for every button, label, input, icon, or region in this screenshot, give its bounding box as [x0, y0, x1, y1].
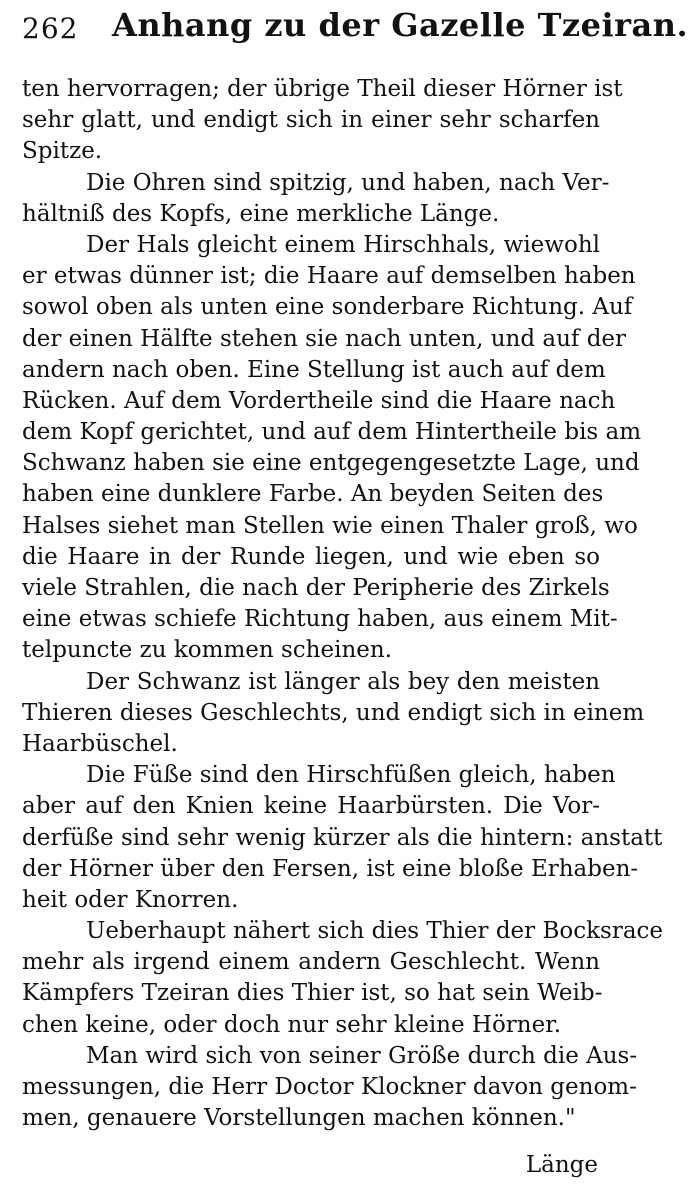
text-line: Der Hals gleicht einem Hirschhals, wiewohl	[86, 231, 600, 258]
running-title: Anhang zu der Gazelle Tzeiran.	[112, 6, 688, 44]
text-line: mehr als irgend einem andern Geschlecht. Wenn	[22, 949, 600, 976]
text-line: Schwanz haben sie eine entgegengesetzte Lage, und	[22, 450, 640, 477]
text-line: die Haare in der Runde liegen, und wie eben so	[22, 543, 600, 570]
text-line: telpuncte zu kommen scheinen.	[22, 637, 392, 664]
body-text	[22, 74, 664, 1134]
text-line: haben eine dunklere Farbe. An beyden Seiten des	[22, 481, 604, 508]
text-line: heit oder Knorren.	[22, 886, 239, 913]
text-line: der einen Hälfte stehen sie nach unten, und auf der	[22, 325, 627, 352]
text-line: Thieren dieses Geschlechts, und endigt sich in einem	[22, 699, 645, 726]
text-line: Haarbüschel.	[22, 730, 178, 757]
text-line: Man wird sich von seiner Größe durch die Aus-	[86, 1042, 638, 1069]
text-line: viele Strahlen, die nach der Peripherie des Zirkels	[22, 575, 610, 601]
text-line: eine etwas schiefe Richtung haben, aus einem Mit-	[22, 606, 618, 633]
page-number: 262	[22, 12, 79, 45]
page-header	[22, 4, 688, 48]
text-line: er etwas dünner ist; die Haare auf demselben haben	[22, 263, 636, 290]
text-line: dem Kopf gerichtet, und auf dem Hintertheile bis am	[22, 419, 642, 446]
text-line: Halses siehet man Stellen wie einen Thaler groß, wo	[22, 512, 638, 539]
text-line: aber auf den Knien keine Haarbürsten. Die Vor-	[22, 793, 600, 820]
text-line: messungen, die Herr Doctor Klockner davon genom-	[22, 1074, 637, 1100]
text-line: andern nach oben. Eine Stellung ist auch auf dem	[22, 356, 606, 383]
text-line: chen keine, oder doch nur sehr kleine Hörner.	[22, 1011, 562, 1038]
text-line: sowol oben als unten eine sonderbare Richtung. Auf	[22, 294, 633, 321]
text-line: Kämpfers Tzeiran dies Thier ist, so hat sein Weib-	[22, 980, 603, 1007]
text-line: Spitze.	[22, 138, 103, 165]
text-line: derfüße sind sehr wenig kürzer als die hintern: anstatt	[22, 824, 663, 851]
text-line: Ueberhaupt nähert sich dies Thier der Bocksrace	[86, 918, 664, 945]
text-line: men, genauere Vorstellungen machen können."	[22, 1105, 576, 1132]
text-line: sehr glatt, und endigt sich in einer sehr scharfen	[22, 107, 600, 134]
text-line: ten hervorragen; der übrige Theil dieser Hörner ist	[22, 76, 623, 102]
catchword: Länge	[525, 1152, 598, 1178]
text-line: Die Füße sind den Hirschfüßen gleich, haben	[86, 762, 616, 789]
text-line: der Hörner über den Fersen, ist eine bloße Erhaben-	[22, 855, 639, 882]
text-line: Der Schwanz ist länger als bey den meisten	[86, 668, 600, 695]
text-line: Rücken. Auf dem Vordertheile sind die Haare nach	[22, 387, 616, 414]
text-line: hältniß des Kopfs, eine merkliche Länge.	[22, 200, 500, 227]
text-line: Die Ohren sind spitzig, und haben, nach Ver-	[86, 169, 610, 196]
